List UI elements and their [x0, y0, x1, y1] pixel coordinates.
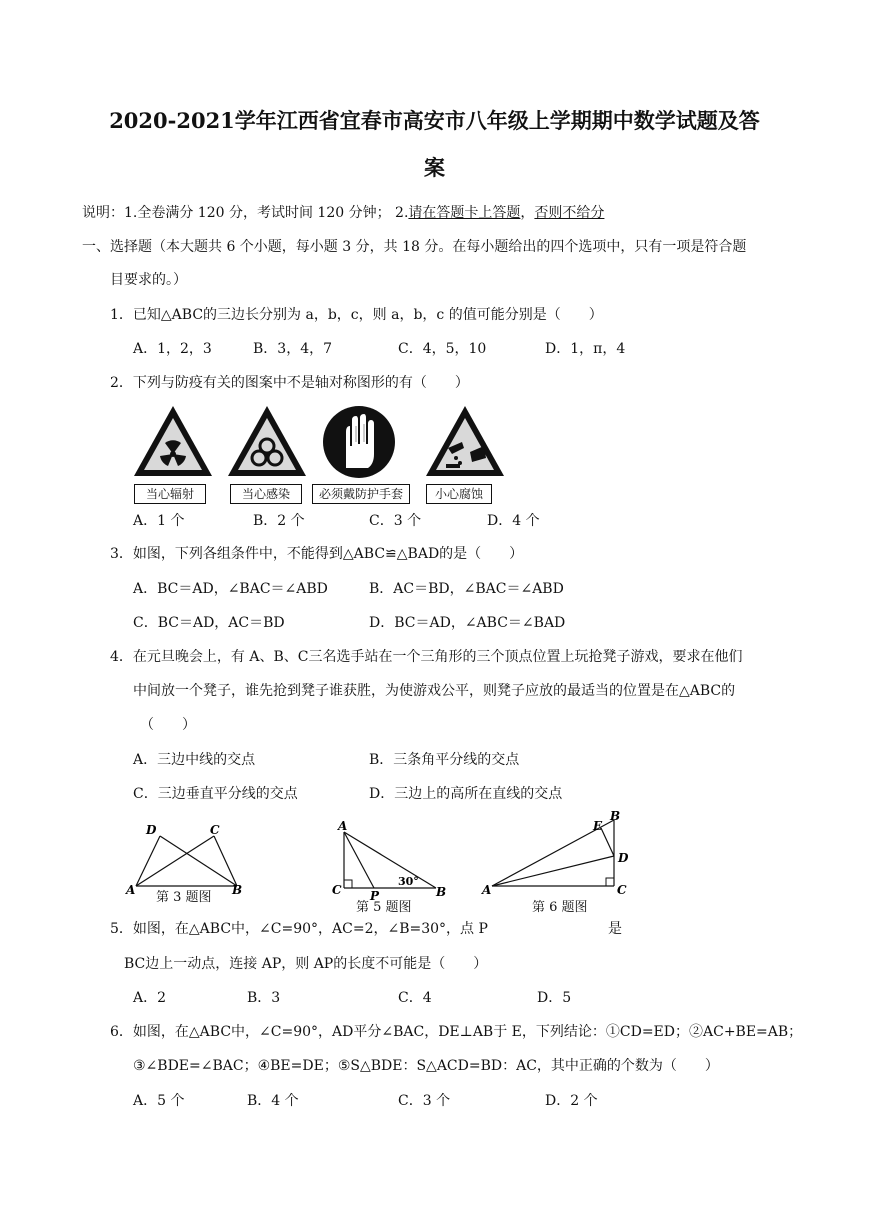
q6-stem: 6．如图，在△ABC中，∠C=90°，AD平分∠BAC，DE⊥AB于 E，下列结论：①CD=ED；②AC+BE=AB；: [110, 1024, 803, 1040]
q3-stem: 3．如图，下列各组条件中，不能得到△ABC≌△BAD的是（ ）: [110, 546, 524, 562]
figure-3-caption: 第 3 题图: [156, 890, 212, 905]
fig6-label-e: E: [593, 819, 603, 833]
fig6-label-a: A: [482, 883, 492, 896]
q2-option-c: C．3 个: [369, 513, 422, 529]
page-title: 2020-2021学年江西省宜春市高安市八年级上学期期中数学试题及答: [109, 108, 760, 133]
q2-stem: 2．下列与防疫有关的图案中不是轴对称图形的有（ ）: [110, 375, 469, 391]
q5-option-d: D．5: [537, 990, 572, 1006]
note-underlined-2: 否则不给分: [534, 205, 605, 221]
figure-3-diagram: [122, 818, 252, 896]
q1-option-a: A．1，2，3: [133, 341, 212, 357]
note-text: 说明：1.全卷满分 120 分，考试时间 120 分钟； 2.: [82, 205, 409, 221]
q5-stem: 5．如图，在△ABC中，∠C=90°，AC=2，∠B=30°，点 P: [110, 921, 488, 937]
fig5-angle-label: 30°: [398, 875, 419, 888]
fig6-label-d: D: [618, 851, 629, 865]
figure-6-diagram: [480, 810, 640, 896]
q1-stem: 1．已知△ABC的三边长分别为 a，b，c，则 a，b，c 的值可能分别是（ ）: [110, 307, 603, 323]
sign-label: 当心辐射: [134, 484, 206, 504]
q4-option-d: D．三边上的高所在直线的交点: [369, 786, 563, 802]
q6-option-d: D．2 个: [545, 1093, 598, 1109]
fig3-label-b: B: [232, 883, 243, 896]
q5-option-b: B．3: [247, 990, 281, 1006]
q2-option-d: D．4 个: [487, 513, 540, 529]
q5-stem-end: 是: [608, 921, 622, 937]
q2-option-b: B．2 个: [253, 513, 305, 529]
q5-stem-cont: BC边上一动点，连接 AP，则 AP的长度不可能是（ ）: [124, 956, 488, 972]
q1-option-c: C．4，5，10: [398, 341, 487, 357]
figure-6-caption: 第 6 题图: [532, 900, 588, 915]
fig6-label-b: B: [610, 810, 621, 823]
page-title-continued: 案: [424, 155, 445, 180]
fig3-label-a: A: [126, 883, 136, 896]
exam-note: [82, 203, 604, 223]
fig5-label-p: P: [370, 889, 380, 900]
q5-option-c: C．4: [398, 990, 432, 1006]
fig3-label-d: D: [146, 823, 157, 837]
q6-option-b: B．4 个: [247, 1093, 299, 1109]
note-separator: ，: [520, 205, 535, 221]
figure-5-diagram: [332, 818, 450, 900]
fig6-label-c: C: [617, 883, 627, 896]
q3-option-d: D．BC＝AD，∠ABC＝∠BAD: [369, 615, 566, 631]
q5-option-a: A．2: [133, 990, 167, 1006]
note-underlined-1: 请在答题卡上答题: [408, 205, 521, 221]
fig5-label-b: B: [436, 885, 447, 899]
section-heading: 一、选择题（本大题共 6 个小题，每小题 3 分，共 18 分。在每小题给出的四个选项中，只有一项是符合题: [82, 239, 747, 255]
q6-option-c: C．3 个: [398, 1093, 451, 1109]
q3-option-a: A．BC＝AD，∠BAC＝∠ABD: [133, 581, 328, 597]
fig5-label-a: A: [338, 819, 348, 833]
section-heading-cont: 目要求的。）: [110, 272, 187, 288]
sign-label: 必须戴防护手套: [312, 484, 410, 504]
q4-stem-cont: 中间放一个凳子，谁先抢到凳子谁获胜，为使游戏公平，则凳子应放的最适当的位置是在△ABC的: [133, 683, 736, 699]
fig5-label-c: C: [332, 883, 342, 897]
q4-option-b: B．三条角平分线的交点: [369, 752, 520, 768]
q3-option-b: B．AC＝BD，∠BAC＝∠ABD: [369, 581, 564, 597]
q1-option-b: B．3，4，7: [253, 341, 333, 357]
q4-stem: 4．在元旦晚会上，有 A、B、C三名选手站在一个三角形的三个顶点位置上玩抢凳子游戏，要求在他们: [110, 649, 743, 665]
q2-option-a: A．1 个: [133, 513, 185, 529]
q3-option-c: C．BC＝AD，AC＝BD: [133, 615, 285, 631]
q4-stem-paren: （ ）: [140, 717, 196, 733]
q4-option-c: C．三边垂直平分线的交点: [133, 786, 298, 802]
sign-label: 小心腐蚀: [426, 484, 492, 504]
q4-option-a: A．三边中线的交点: [133, 752, 256, 768]
q1-option-d: D．1，π，4: [545, 341, 626, 357]
q6-option-a: A．5 个: [133, 1093, 185, 1109]
figure-5-caption: 第 5 题图: [356, 900, 412, 915]
q6-stem-cont: ③∠BDE=∠BAC；④BE=DE；⑤S△BDE：S△ACD=BD：AC，其中正确的个数为（ ）: [133, 1058, 719, 1074]
sign-label: 当心感染: [230, 484, 302, 504]
fig3-label-c: C: [210, 823, 220, 837]
